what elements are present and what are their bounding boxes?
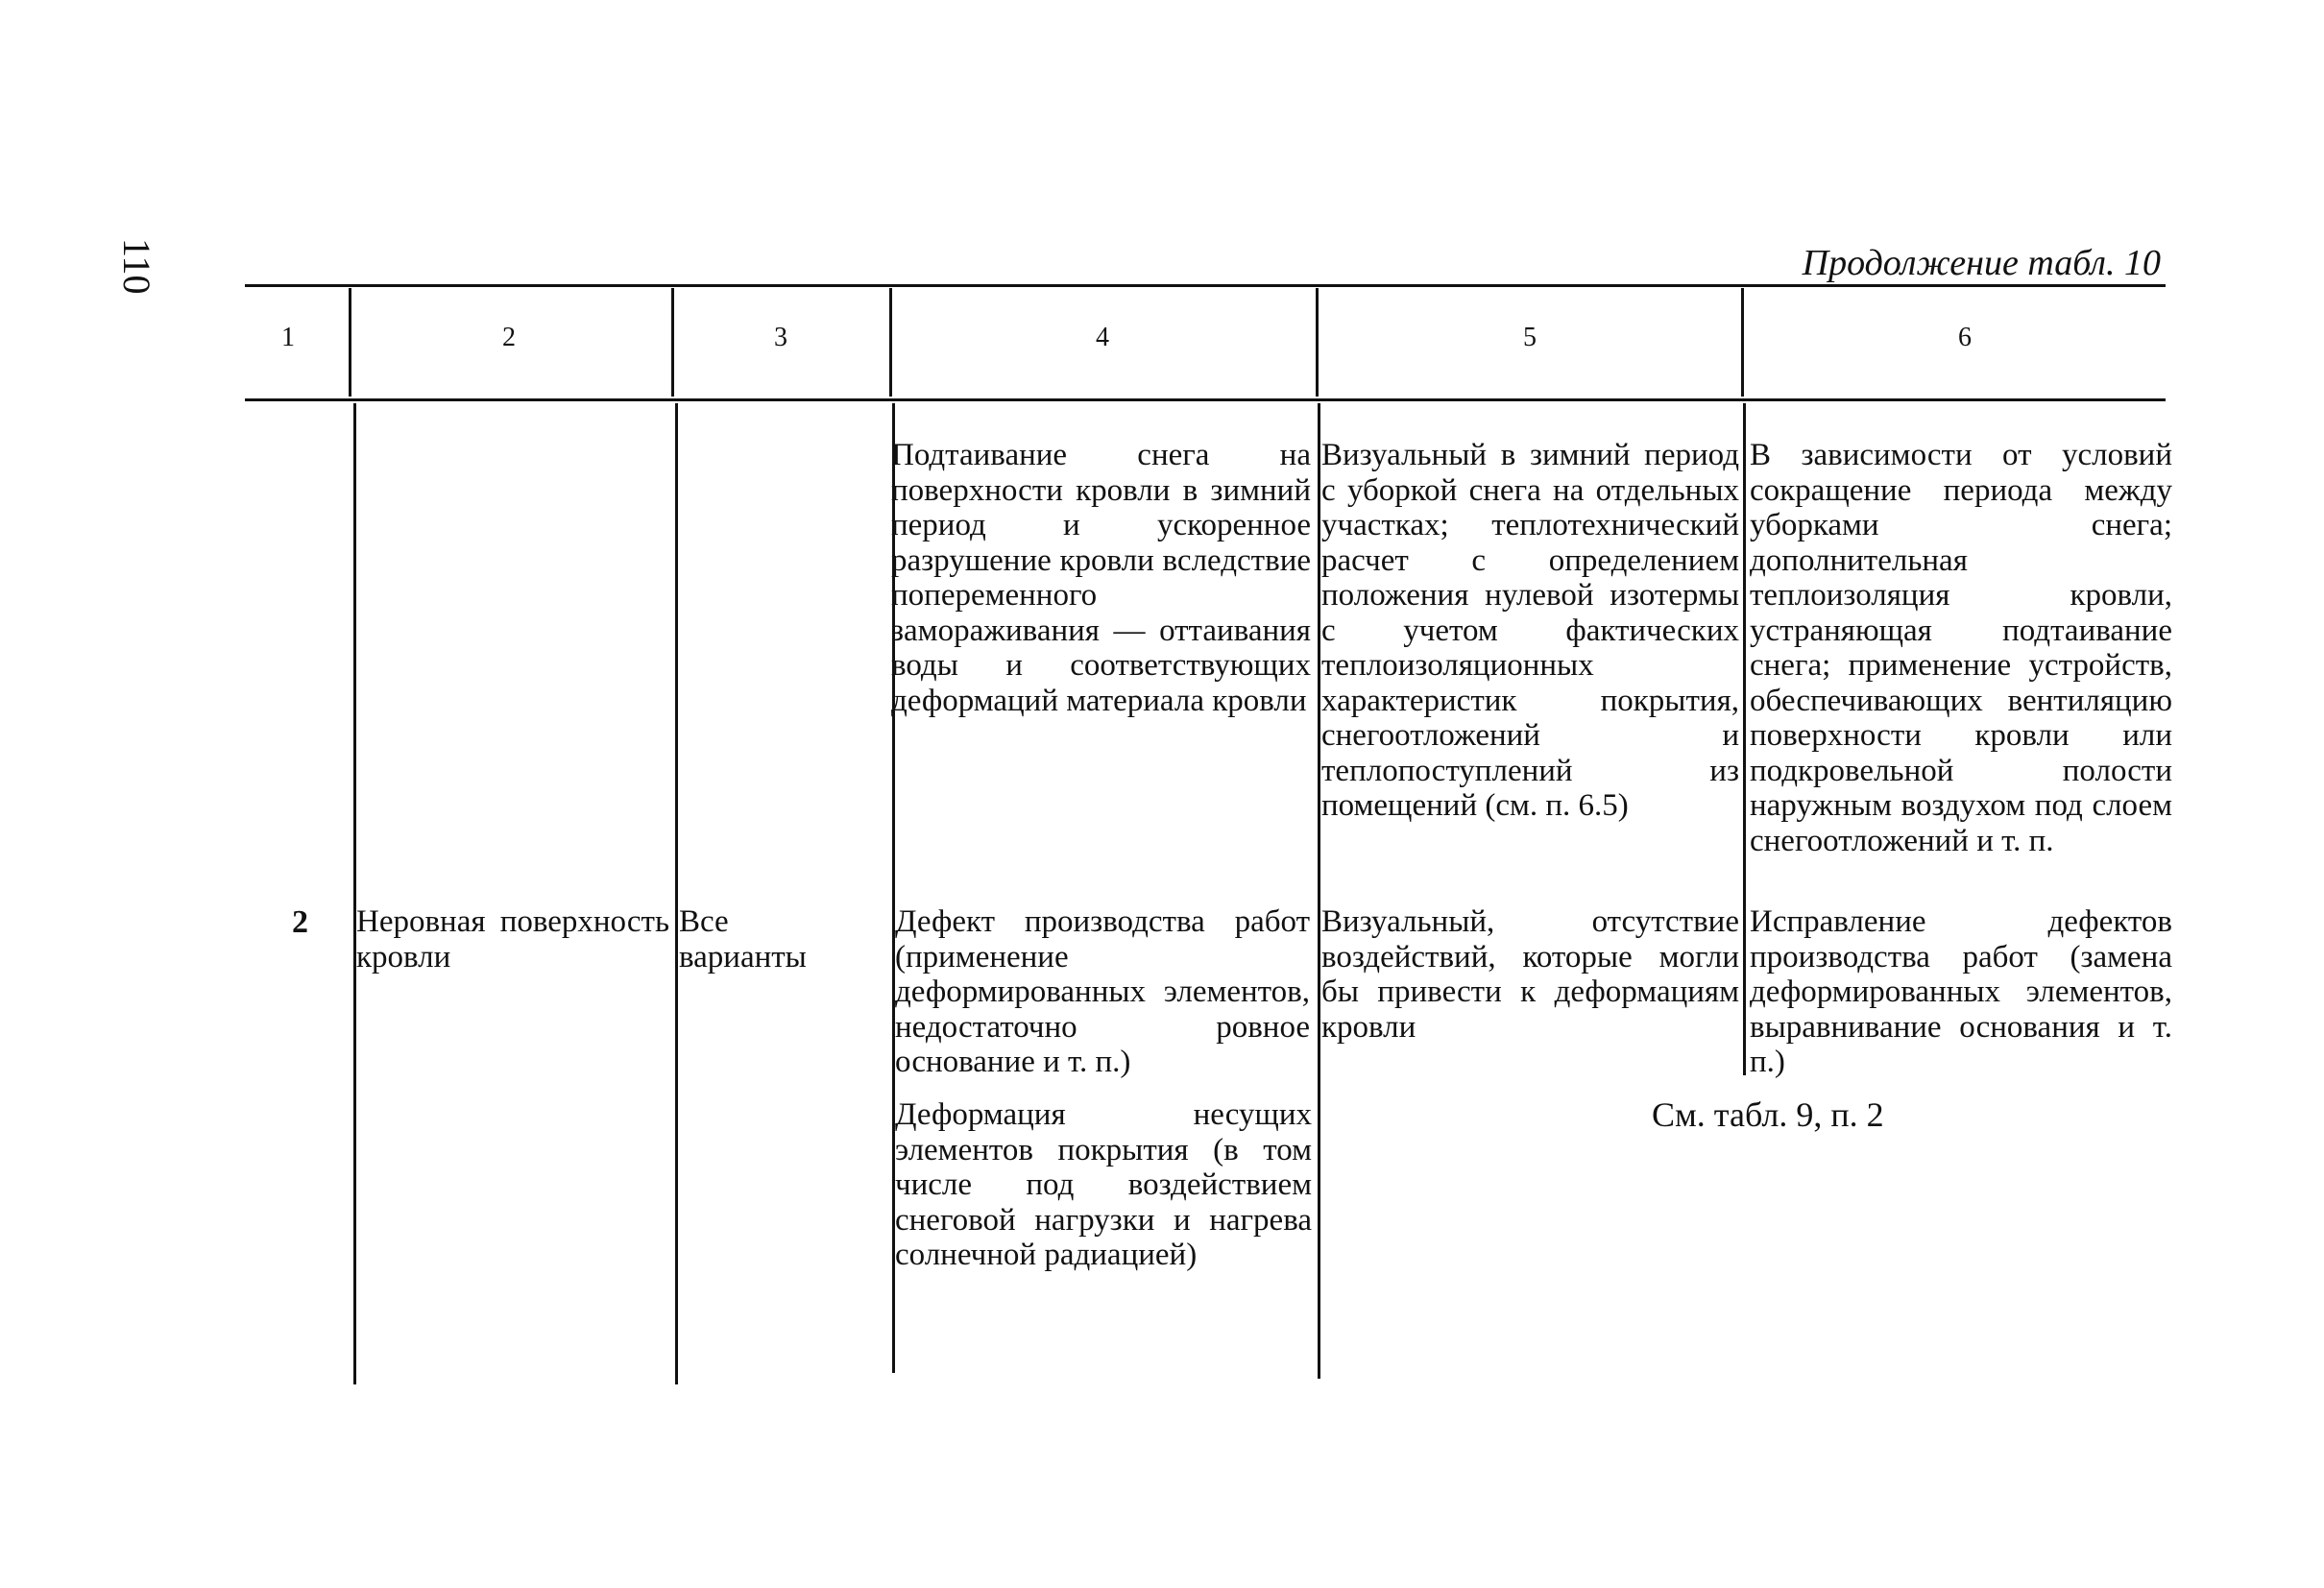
header-divider: [1316, 288, 1319, 397]
table-top-rule: [245, 284, 2166, 287]
page-number: 110: [115, 238, 158, 295]
column-number-4: 4: [1096, 323, 1109, 352]
column-number-5: 5: [1523, 323, 1537, 352]
header-divider: [671, 288, 674, 397]
header-divider: [889, 288, 892, 397]
header-divider: [1741, 288, 1744, 397]
row-2-cause: Дефект производства работ (применение деформированных элементов, недостаточно ровное основание и т. п.): [895, 904, 1310, 1079]
row-1-detection-method: Визуальный в зимний период с уборкой снега на отдельных участках; теплотехнический расчет с определением положения нулевой изотермы с учетом фактических теплоизоляционных характеристик покрытия, снегоотложений и теплопоступлений из помещений (см. п. 6.5): [1321, 438, 1739, 823]
row-1-remedy: В зависимости от условий сокращение периода между уборками снега; дополнительная теплоизоляция кровли, устраняющая подтаивание снега; применение устройств, обеспечивающих вентиляцию поверхности кровли или подкровельной полости наружным воздухом под слоем снегоотложений и т. п.: [1750, 438, 2172, 858]
column-number-3: 3: [774, 323, 787, 352]
row-1-cause: Подтаивание снега на поверхности кровли в зимний период и ускоренное разрушение кровли вследствие попеременного замораживания — оттаивания воды и соответствующих деформаций материала кровли: [891, 438, 1311, 718]
column-number-1: 1: [281, 323, 295, 352]
column-number-6: 6: [1958, 323, 1972, 352]
table-continuation-title: Продолжение табл. 10: [1802, 243, 2161, 283]
row-2-number: 2: [292, 904, 308, 940]
row-2-defect: Неровная поверхность кровли: [356, 904, 669, 974]
row-2-detection-method: Визуальный, отсутствие воздействий, которые могли бы привести к деформациям кровли: [1321, 904, 1739, 1045]
column-divider: [1318, 403, 1320, 1379]
column-divider: [1743, 403, 1746, 1075]
row-2-remedy: Исправление дефектов производства работ (замена деформированных элементов, выравнивание основания и т. п.): [1750, 904, 2172, 1079]
table-header-rule: [245, 398, 2166, 401]
row-3-cross-reference: См. табл. 9, п. 2: [1652, 1095, 1884, 1134]
row-3-cause: Деформация несущих элементов покрытия (в том числе под воздействием снеговой нагрузки и нагрева солнечной радиацией): [895, 1097, 1312, 1272]
column-number-2: 2: [502, 323, 516, 352]
column-divider: [353, 403, 356, 1384]
column-divider: [675, 403, 678, 1384]
row-2-variant: Все варианты: [679, 904, 807, 974]
header-divider: [349, 288, 351, 397]
